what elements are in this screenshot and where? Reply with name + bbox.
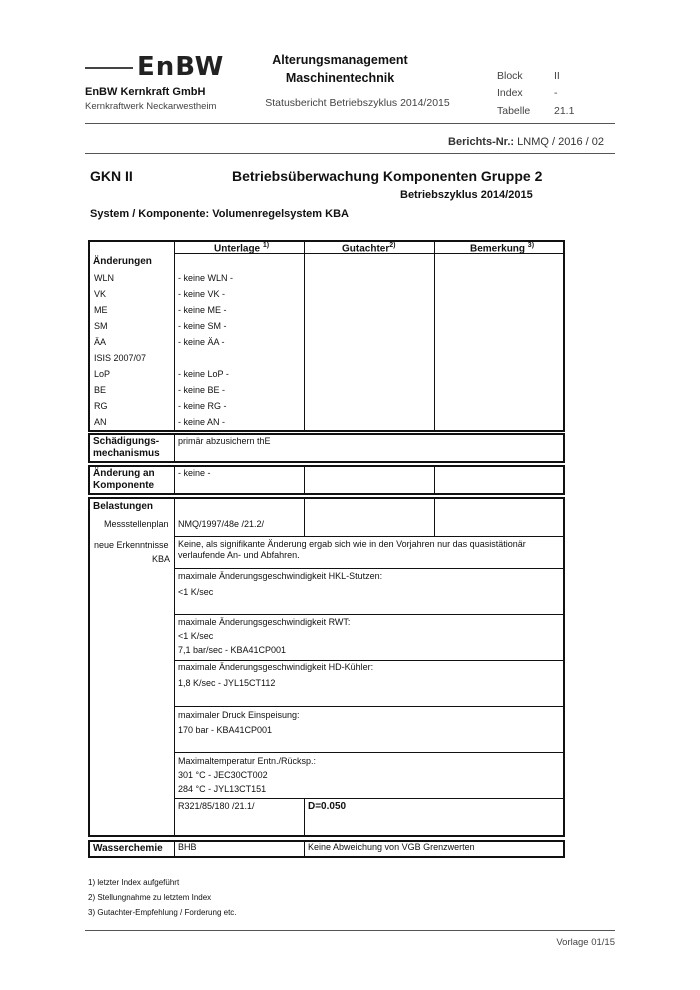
- row-label: AN: [94, 417, 107, 427]
- col-divider: [434, 466, 435, 494]
- rwt-value2: 7,1 bar/sec - KBA41CP001: [178, 645, 287, 655]
- water-chemistry-label: Wasserchemie: [93, 843, 163, 854]
- meta-block-key: Block: [497, 70, 523, 82]
- findings-text-line1: Keine, als signifikante Änderung ergab sich wie in den Vorjahren nur das quasistätionär: [178, 539, 526, 549]
- cycle-label: Betriebszyklus 2014/2015: [400, 189, 533, 201]
- col-divider: [434, 241, 435, 431]
- col-divider: [304, 498, 305, 536]
- component-change-label-line1: Änderung an: [93, 468, 155, 479]
- measuring-plan-value: NMQ/1997/48e /21.2/: [178, 519, 265, 529]
- row-label: WLN: [94, 273, 114, 283]
- col-header-unterlage: Unterlage $^{1)}$: [214, 242, 270, 255]
- footnote: 1) letzter Index aufgeführt: [88, 878, 180, 887]
- system-label: System / Komponente: Volumenregelsystem KBA: [90, 208, 349, 220]
- company-name: EnBW Kernkraft GmbH: [85, 86, 206, 98]
- changes-section: [88, 240, 565, 432]
- row-label: VK: [94, 289, 107, 299]
- col-divider: [174, 434, 175, 462]
- row-label: ISIS 2007/07: [94, 353, 147, 363]
- report-number: [448, 136, 604, 148]
- meta-block-value: II: [554, 70, 560, 82]
- meta-index-value: -: [554, 87, 558, 99]
- hd-title: maximale Änderungsgeschwindigkeit HD-Kühler:: [178, 662, 374, 672]
- row-divider: [174, 614, 564, 615]
- report-number-part1: LNMQ: [517, 136, 549, 148]
- col-divider: [304, 466, 305, 494]
- header-title-line1: Alterungsmanagement: [272, 53, 408, 67]
- doc-heading: Betriebsüberwachung Komponenten Gruppe 2: [232, 168, 543, 184]
- header-divider: [85, 123, 615, 124]
- col-header-gutachter: Gutachter$^{2)}$: [342, 242, 396, 255]
- damage-label-line1: Schädigungs-: [93, 436, 160, 447]
- col-divider: [174, 466, 175, 494]
- row-value: - keine VK -: [178, 289, 226, 299]
- pressure-value: 170 bar - KBA41CP001: [178, 725, 273, 735]
- row-value: - keine ÄA -: [178, 337, 225, 347]
- meta-tabelle-key: Tabelle: [497, 105, 531, 117]
- footnote: 3) Gutachter-Empfehlung / Forderung etc.: [88, 908, 237, 917]
- water-chemistry-value: BHB: [178, 842, 197, 852]
- measuring-plan-label: Messstellenplan: [104, 519, 169, 529]
- temp-value1: 301 °C - JEC30CT002: [178, 770, 268, 780]
- footer-divider: [85, 930, 615, 931]
- hkl-value: <1 K/sec: [178, 587, 214, 597]
- col-divider: [434, 498, 435, 536]
- row-divider: [174, 568, 564, 569]
- col-divider: [304, 841, 305, 857]
- rwt-title: maximale Änderungsgeschwindigkeit RWT:: [178, 617, 351, 627]
- findings-label-line2: KBA: [152, 554, 171, 564]
- col-divider: [174, 841, 175, 857]
- row-label: ME: [94, 305, 108, 315]
- row-label: LoP: [94, 369, 111, 379]
- template-version: Vorlage 01/15: [556, 937, 615, 948]
- findings-text-line2: verlaufende An- und Abfahren.: [178, 550, 300, 560]
- report-divider: [85, 153, 615, 154]
- row-value: - keine BE -: [178, 385, 226, 395]
- temp-title: Maximaltemperatur Entn./Rücksp.:: [178, 756, 317, 766]
- col-header-bemerkung: Bemerkung $^{3)}$: [470, 242, 535, 255]
- meta-tabelle-value: 21.1: [554, 105, 575, 117]
- row-value: - keine WLN -: [178, 273, 234, 283]
- pressure-title: maximaler Druck Einspeisung:: [178, 710, 300, 720]
- row-value: - keine LoP -: [178, 369, 229, 379]
- plant-name: Kernkraftwerk Neckarwestheim: [85, 101, 217, 112]
- row-label: RG: [94, 401, 108, 411]
- header-subtitle: Statusbericht Betriebszyklus 2014/2015: [265, 97, 450, 109]
- water-chemistry-remark: Keine Abweichung von VGB Grenzwerten: [308, 842, 475, 852]
- report-number-part2: / 2016 /: [551, 136, 589, 148]
- col-divider: [174, 498, 175, 836]
- row-divider: [174, 536, 564, 537]
- findings-label-line1: neue Erkenntnisse: [94, 540, 169, 550]
- component-change-label-line2: Komponente: [93, 480, 155, 491]
- report-number-part3: 02: [591, 136, 604, 148]
- component-change-value: - keine -: [178, 468, 211, 478]
- aenderungen-label: Änderungen: [93, 256, 152, 267]
- logo-line: [85, 67, 133, 69]
- row-value: - keine RG -: [178, 401, 227, 411]
- row-value: - keine SM -: [178, 321, 227, 331]
- d-value: D=0.050: [308, 801, 347, 812]
- damage-label-line2: mechanismus: [93, 448, 160, 459]
- row-label: ÄA: [94, 337, 107, 347]
- r321-value: R321/85/180 /21.1/: [178, 801, 255, 811]
- col-divider: [304, 241, 305, 431]
- row-label: SM: [94, 321, 108, 331]
- report-number-label: Berichts-Nr.:: [448, 136, 515, 148]
- loads-label: Belastungen: [93, 501, 154, 512]
- component-change-section: [88, 465, 565, 495]
- unit-label: GKN II: [90, 168, 133, 184]
- rwt-value1: <1 K/sec: [178, 631, 214, 641]
- enbw-logo: EnBW: [137, 52, 225, 82]
- hd-value: 1,8 K/sec - JYL15CT112: [178, 678, 276, 688]
- row-divider: [174, 706, 564, 707]
- hkl-title: maximale Änderungsgeschwindigkeit HKL-Stutzen:: [178, 571, 383, 581]
- temp-value2: 284 °C - JYL13CT151: [178, 784, 267, 794]
- row-divider: [174, 752, 564, 753]
- row-label: BE: [94, 385, 107, 395]
- footnote: 2) Stellungnahme zu letztem Index: [88, 893, 212, 902]
- col-divider: [304, 798, 305, 836]
- header-title-line2: Maschinentechnik: [285, 71, 395, 85]
- row-divider: [174, 798, 564, 799]
- meta-index-key: Index: [497, 87, 523, 99]
- col-divider: [174, 241, 175, 431]
- row-value: - keine AN -: [178, 417, 226, 427]
- damage-value: primär abzusichern thE: [178, 436, 271, 446]
- row-divider: [174, 660, 564, 661]
- row-value: - keine ME -: [178, 305, 227, 315]
